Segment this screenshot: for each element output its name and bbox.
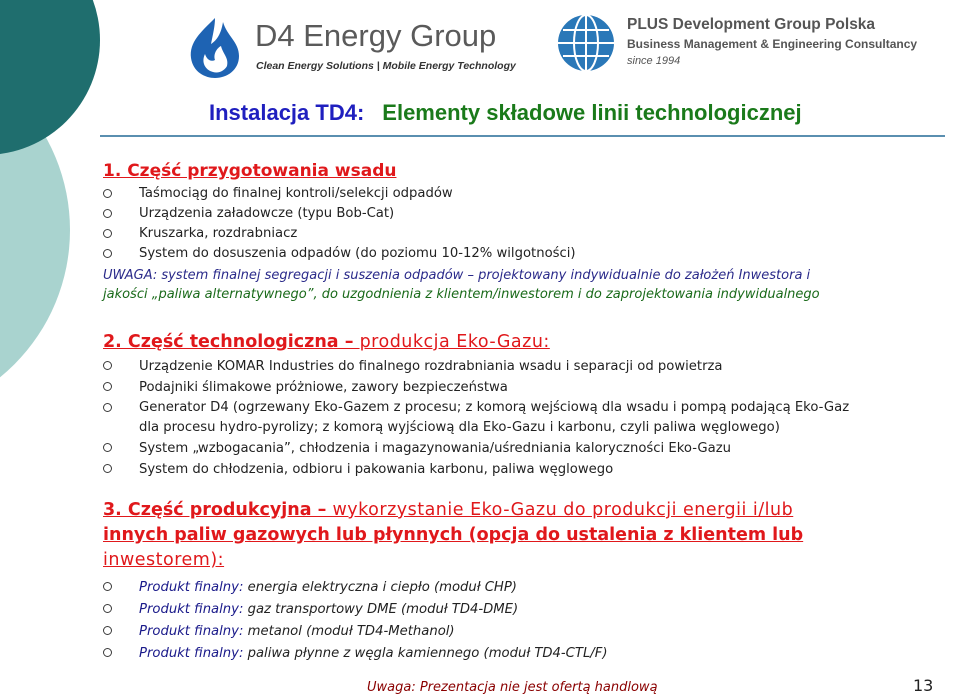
list-item-text: Generator D4 (ogrzewany Eko-Gazem z procesu; z komorą wejściową dla wsadu i pompą podającą Eko-Gaz [139,400,850,415]
d4-logo-name: D4 Energy Group [255,18,497,53]
d4-energy-logo [183,14,516,80]
list-item [103,377,849,398]
list-item-text: System do chłodzenia, odbioru i pakowania karbonu, paliwa węglowego [139,462,614,477]
list-item-text: Urządzenie KOMAR Industries do finalnego rozdrabniania wsadu i separacji od powietrza [139,359,723,374]
d4-flame-icon [183,14,247,80]
product-label: Produkt finalny: [139,580,244,595]
globe-icon [555,12,617,74]
list-item [103,643,803,665]
dark-teal-circle [0,0,100,155]
title-part2: Elementy składowe linii technologicznej [382,100,802,125]
plus-development-logo [555,12,918,74]
bullet-icon [103,403,112,412]
section-1 [103,160,820,304]
list-item-text: Kruszarka, rozdrabniacz [139,226,298,241]
list-item-text: System „wzbogacania”, chłodzenia i magazynowania/uśredniania kaloryczności Eko-Gazu [139,441,732,456]
bullet-icon [103,648,112,657]
list-item [103,577,803,599]
page-number: 13 [913,676,934,695]
decorative-circles [0,0,100,400]
section-2 [103,330,849,480]
list-item-text: Urządzenia załadowcze (typu Bob-Cat) [139,206,395,221]
list-item-text: Taśmociąg do finalnej kontroli/selekcji odpadów [139,186,453,201]
list-item [103,244,820,264]
section-3-heading-b: wykorzystanie Eko-Gazu do produkcji energii i/lub [332,500,794,520]
title-part1: Instalacja TD4: [209,100,365,125]
bullet-icon [103,229,112,238]
bullet-icon [103,209,112,218]
section-2-list [103,356,849,480]
title-divider [100,135,945,137]
section-3-heading-a: 3. Część produkcyjna – [103,500,333,520]
bullet-icon [103,443,112,452]
section-2-heading-a: 2. Część technologiczna – [103,332,360,352]
bullet-icon [103,604,112,613]
bullet-icon [103,464,112,473]
list-item-text: Podajniki ślimakowe próżniowe, zawory bezpieczeństwa [139,380,508,395]
list-item [103,224,820,244]
product-label: Produkt finalny: [139,646,244,661]
section-2-heading [103,330,849,354]
bullet-icon [103,626,112,635]
section-3-heading-line2: innych paliw gazowych lub płynnych (opcja do ustalenia z klientem lub [103,525,804,545]
bullet-icon [103,361,112,370]
product-value: metanol (moduł TD4-Methanol) [247,624,455,639]
product-label: Produkt finalny: [139,602,244,617]
bullet-icon [103,189,112,198]
list-item [103,599,803,621]
list-item-text-continued: dla procesu hydro-pyrolizy; z komorą wyjściową dla Eko-Gazu i karbonu, czyli paliwa węglowego) [139,420,780,435]
section-1-heading: 1. Część przygotowania wsadu [103,161,397,181]
note-line-2: jakości „paliwa alternatywnego”, do uzgodnienia z klientem/inwestorem i do zaprojektowania indywidualnego [103,287,820,302]
product-label: Produkt finalny: [139,624,244,639]
plus-logo-line3: since 1994 [627,55,681,67]
bullet-icon [103,249,112,258]
product-value: gaz transportowy DME (moduł TD4-DME) [247,602,519,617]
section-3 [103,498,803,665]
section-1-list [103,184,820,264]
list-item [103,184,820,204]
list-item [103,204,820,224]
bullet-icon [103,582,112,591]
list-item [103,356,849,377]
product-value: energia elektryczna i ciepło (moduł CHP) [247,580,517,595]
section-1-note [103,266,820,304]
bullet-icon [103,382,112,391]
list-item [103,459,849,480]
product-value: paliwa płynne z węgla kamiennego (moduł TD4-CTL/F) [247,646,608,661]
section-3-heading-line3: inwestorem): [103,550,225,570]
section-3-heading [103,498,803,573]
list-item [103,438,849,459]
list-item [103,621,803,643]
slide-title [209,100,802,126]
footer-note: Uwaga: Prezentacja nie jest ofertą handlową [367,680,658,695]
list-item-text: System do dosuszenia odpadów (do poziomu 10-12% wilgotności) [139,246,576,261]
d4-logo-tagline: Clean Energy Solutions | Mobile Energy Technology [256,60,516,72]
list-item [103,398,849,438]
section-2-heading-b: produkcja Eko-Gazu: [359,332,550,352]
note-line-1: UWAGA: system finalnej segregacji i suszenia odpadów – projektowany indywidualnie do założeń Inwestora i [103,268,811,283]
plus-logo-line1: PLUS Development Group Polska [627,16,876,33]
plus-logo-line2: Business Management & Engineering Consultancy [627,37,918,51]
section-3-list [103,577,803,665]
